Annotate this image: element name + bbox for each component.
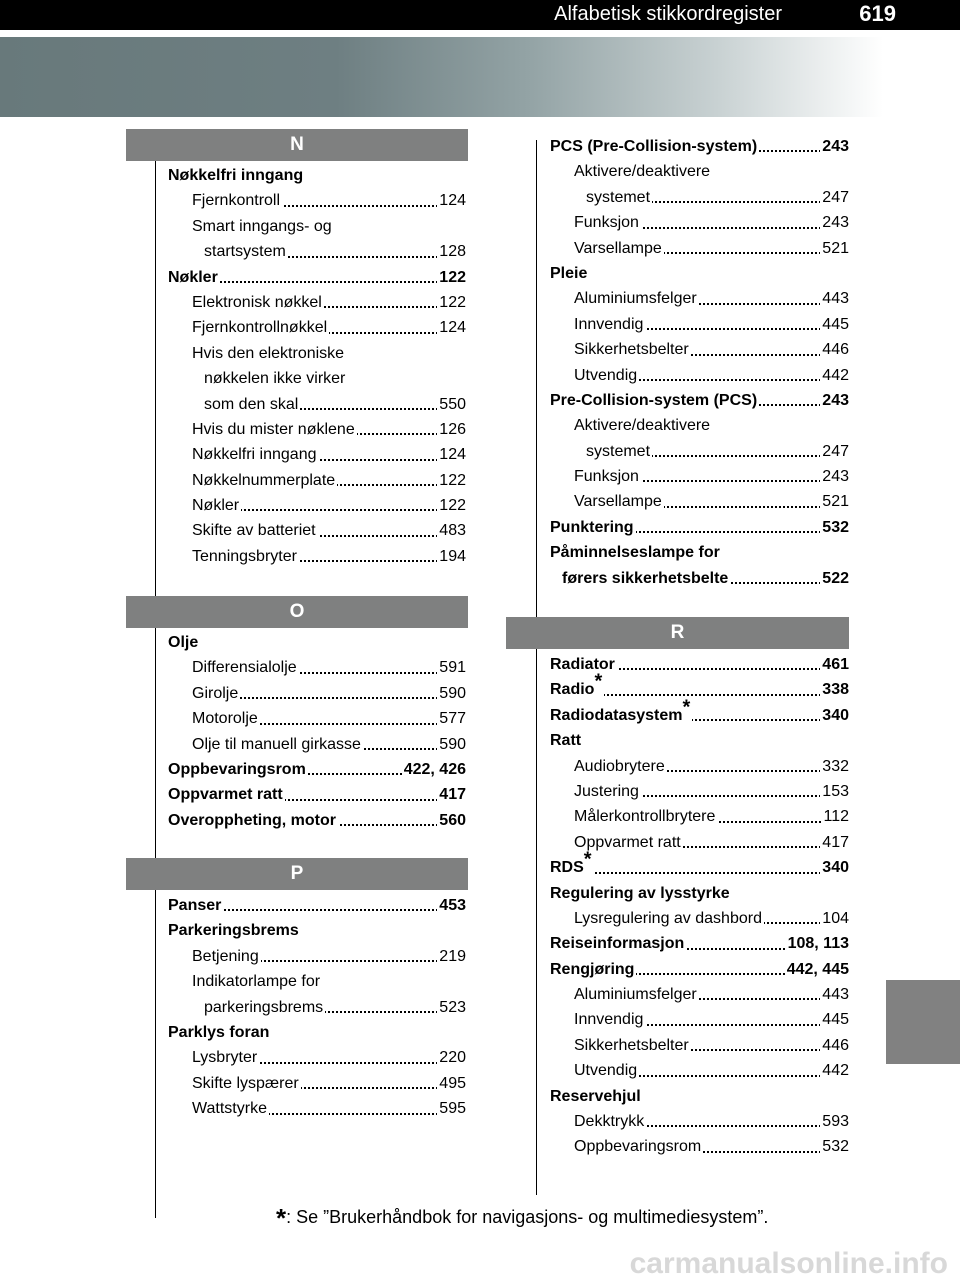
entries-p — [168, 893, 466, 1122]
entry-page: 591 — [437, 655, 466, 680]
entry-term-text: Varsellampe — [574, 239, 662, 257]
entry-page: 532 — [820, 1134, 849, 1159]
index-entry — [168, 1020, 466, 1045]
index-entry — [168, 468, 466, 493]
entry-term-text: startsystem — [204, 243, 286, 261]
entry-term — [586, 439, 652, 464]
entry-term — [574, 779, 641, 804]
entry-term — [192, 969, 322, 994]
entry-term-text: Fjernkontroll — [192, 192, 281, 210]
index-entry — [168, 265, 466, 290]
index-entry — [550, 830, 849, 855]
entry-term — [192, 681, 240, 706]
entry-page: 243 — [820, 134, 849, 159]
thumb-index-tab — [886, 980, 960, 1064]
section-header-o — [126, 596, 468, 628]
watermark: carmanualsonline.info — [629, 1247, 948, 1280]
entry-term — [574, 413, 712, 438]
entry-page: 338 — [820, 677, 849, 702]
entry-term — [574, 982, 699, 1007]
entry-page: 590 — [437, 732, 466, 757]
index-entry — [550, 540, 849, 565]
entry-term — [192, 468, 337, 493]
entry-term-text: Betjening — [192, 947, 259, 965]
entry-term — [574, 754, 667, 779]
entry-term-text: Hvis du mister nøklene — [192, 420, 355, 438]
entry-term-text: Girolje — [192, 684, 239, 702]
entry-term — [168, 918, 301, 943]
index-entry — [550, 1033, 849, 1058]
entry-page: 532 — [820, 515, 849, 540]
entry-term — [550, 848, 594, 880]
index-entry — [168, 918, 466, 943]
entry-term-text: Aluminiumsfelger — [574, 290, 697, 308]
index-entry — [168, 366, 466, 391]
index-entry — [550, 286, 849, 311]
index-entry — [550, 413, 849, 438]
entry-term — [192, 1071, 301, 1096]
entry-term-text: nøkkelen ikke virker — [204, 370, 346, 388]
entry-term-text: Nøkkelfri inngang — [192, 446, 317, 464]
entry-term — [204, 392, 300, 417]
entry-page: 522 — [820, 566, 849, 591]
entry-term-text: Radio — [550, 681, 595, 699]
index-entry — [550, 210, 849, 235]
entry-term — [550, 652, 617, 677]
entry-term — [550, 1084, 643, 1109]
header-title: Alfabetisk stikkordregister — [554, 3, 782, 25]
index-entry — [550, 236, 849, 261]
index-entry — [550, 489, 849, 514]
entry-term — [168, 757, 308, 782]
index-entry — [168, 995, 466, 1020]
index-entry — [550, 515, 849, 540]
entry-term-text: Varsellampe — [574, 493, 662, 511]
entry-term-text: Regulering av lysstyrke — [550, 884, 730, 902]
entry-term — [192, 1045, 259, 1070]
index-entry — [550, 261, 849, 286]
entry-page: 461 — [820, 652, 849, 677]
index-entry — [168, 442, 466, 467]
entry-term-text: Indikatorlampe for — [192, 973, 321, 991]
entry-page: 446 — [820, 337, 849, 362]
entry-term — [192, 493, 241, 518]
entry-page: 247 — [820, 185, 849, 210]
entry-term — [168, 630, 200, 655]
index-entry — [550, 566, 849, 591]
entry-term — [574, 1109, 646, 1134]
entry-term — [574, 906, 764, 931]
entry-term-text: Nøkkelfri inngang — [168, 167, 304, 184]
entry-page: 108, 113 — [786, 931, 849, 956]
entry-page: 443 — [820, 982, 849, 1007]
index-entry — [550, 464, 849, 489]
index-entry — [550, 312, 849, 337]
entry-page: 243 — [820, 464, 849, 489]
entry-term-text: førers sikkerhetsbelte — [562, 569, 729, 587]
entry-term-text: Wattstyrke — [192, 1100, 267, 1118]
index-entry — [550, 439, 849, 464]
entry-page: 243 — [820, 210, 849, 235]
entry-page: 122 — [437, 493, 466, 518]
index-entry — [168, 188, 466, 213]
entry-term — [574, 804, 717, 829]
entry-term — [204, 366, 347, 391]
entry-term — [168, 893, 223, 918]
entry-term-text: Innvendig — [574, 315, 644, 333]
index-entry — [550, 337, 849, 362]
section-header-p — [126, 858, 468, 890]
index-entry — [168, 1045, 466, 1070]
index-entry — [550, 671, 849, 702]
entry-term — [574, 1007, 645, 1032]
entry-term-text: Punktering — [550, 518, 634, 536]
index-entry — [550, 982, 849, 1007]
entry-term-text: PCS (Pre-Collision-system) — [550, 138, 758, 155]
entry-term — [550, 728, 583, 753]
entry-term — [550, 881, 732, 906]
entry-term-text: Funksjon — [574, 214, 639, 232]
entry-term-text: Ratt — [550, 732, 582, 750]
entry-term — [192, 544, 299, 569]
entry-term — [192, 732, 363, 757]
entry-page: 104 — [820, 906, 849, 931]
entry-page: 445 — [820, 1007, 849, 1032]
entry-term — [574, 159, 712, 184]
entry-term — [550, 134, 759, 159]
index-entry — [168, 239, 466, 264]
entry-term-text: Skifte av batteriet — [192, 522, 316, 540]
entry-page: 521 — [820, 236, 849, 261]
entry-term — [574, 464, 641, 489]
entry-page: 523 — [437, 995, 466, 1020]
left-column-rule — [155, 160, 156, 1218]
entry-term-text: Sikkerhetsbelter — [574, 1036, 689, 1054]
header-bar — [0, 0, 960, 30]
index-entry — [550, 1007, 849, 1032]
entry-page: 124 — [437, 188, 466, 213]
index-entry — [168, 969, 466, 994]
entry-term — [168, 1020, 271, 1045]
index-entry — [550, 804, 849, 829]
entry-term — [192, 442, 319, 467]
entry-term — [574, 286, 699, 311]
entry-term — [168, 782, 285, 807]
entry-page: 443 — [820, 286, 849, 311]
entry-term-text: Nøkkelnummerplate — [192, 471, 336, 489]
index-entry — [168, 757, 466, 782]
entry-term — [204, 995, 325, 1020]
entry-term-text: Olje — [168, 634, 199, 651]
entry-page: 590 — [437, 681, 466, 706]
entry-term-text: Skifte lyspærer — [192, 1074, 299, 1092]
index-entry — [168, 1071, 466, 1096]
entry-term — [550, 957, 636, 982]
section-letter: O — [289, 601, 305, 622]
entry-term-text: Motorolje — [192, 710, 258, 728]
entry-term — [574, 1134, 703, 1159]
entry-page: 595 — [437, 1096, 466, 1121]
index-entry — [550, 185, 849, 210]
footnote-text: : Se ”Brukerhåndbok for navigasjons- og multimediesystem”. — [286, 1207, 769, 1227]
page-number: 619 — [859, 1, 896, 26]
entry-page: 153 — [820, 779, 849, 804]
entry-page: 417 — [820, 830, 849, 855]
index-entry — [168, 518, 466, 543]
section-letter: R — [670, 622, 685, 643]
footnote-marker: * — [594, 671, 603, 694]
section-letter: P — [290, 863, 304, 884]
entry-term — [550, 388, 759, 413]
entry-term-text: Olje til manuell girkasse — [192, 735, 361, 753]
entry-term-text: Funksjon — [574, 468, 639, 486]
index-entry — [550, 363, 849, 388]
entry-term — [192, 518, 318, 543]
index-entry — [168, 681, 466, 706]
entry-term-text: Aktivere/deaktivere — [574, 417, 711, 435]
entry-term-text: parkeringsbrems — [204, 998, 324, 1016]
entry-page: 194 — [437, 544, 466, 569]
entry-term — [192, 706, 260, 731]
index-entry — [168, 944, 466, 969]
index-entry — [550, 1109, 849, 1134]
entry-term-text: Parklys foran — [168, 1023, 270, 1041]
index-entry — [550, 388, 849, 413]
entry-page: 577 — [437, 706, 466, 731]
entry-term — [574, 1033, 691, 1058]
index-entry — [168, 893, 466, 918]
entry-term — [550, 261, 589, 286]
index-entry — [550, 1058, 849, 1083]
entry-page: 122 — [437, 290, 466, 315]
entry-term-text: Reservehjul — [550, 1087, 641, 1105]
entry-term-text: RDS — [550, 859, 584, 877]
entry-page: 446 — [820, 1033, 849, 1058]
index-entry — [550, 754, 849, 779]
index-entry — [168, 655, 466, 680]
entry-page: 220 — [437, 1045, 466, 1070]
entry-term — [562, 566, 730, 591]
entry-term-text: Tenningsbryter — [192, 547, 297, 565]
entry-term — [550, 671, 604, 702]
entry-term-text: Lysregulering av dashbord — [574, 909, 762, 927]
entry-term — [550, 540, 722, 565]
entry-page: 483 — [437, 518, 466, 543]
entry-term-text: Smart inngangs- og — [192, 217, 332, 235]
entry-term-text: Aktivere/deaktivere — [574, 163, 711, 181]
section-header-r — [506, 617, 849, 649]
entry-term-text: Oppbevaringsrom — [168, 760, 306, 778]
index-entry — [168, 630, 466, 655]
entry-page: 442, 445 — [785, 957, 849, 982]
entry-term-text: Rengjøring — [550, 960, 635, 978]
entry-term — [574, 1058, 639, 1083]
index-entry — [168, 214, 466, 239]
entry-term-text: Audiobrytere — [574, 757, 665, 775]
entry-term-text: Påminnelseslampe for — [550, 544, 720, 562]
entries-r — [550, 652, 849, 1160]
entry-term — [192, 214, 334, 239]
entry-page: 560 — [437, 808, 466, 833]
entries-n — [168, 163, 466, 569]
entry-term-text: Reiseinformasjon — [550, 935, 685, 953]
footnote-marker: * — [583, 848, 592, 871]
entry-page: 445 — [820, 312, 849, 337]
entry-page: 550 — [437, 392, 466, 417]
index-entry — [168, 493, 466, 518]
entry-term-text: systemet — [586, 442, 651, 460]
entry-term-text: Nøkler — [168, 268, 218, 286]
entry-term-text: Justering — [574, 782, 639, 800]
entry-term — [192, 290, 324, 315]
entry-page: 593 — [820, 1109, 849, 1134]
entry-term — [192, 1096, 269, 1121]
entry-term — [574, 337, 691, 362]
entry-term-text: Aluminiumsfelger — [574, 986, 697, 1004]
index-entry — [550, 931, 849, 956]
section-header-n — [126, 129, 468, 161]
entry-term — [550, 931, 686, 956]
entry-term — [192, 417, 357, 442]
entry-term-text: Oppvarmet ratt — [168, 786, 283, 804]
entry-page: 247 — [820, 439, 849, 464]
entry-term-text: systemet — [586, 188, 651, 206]
index-entry — [550, 728, 849, 753]
entry-page: 453 — [437, 893, 466, 918]
entry-page: 124 — [437, 315, 466, 340]
index-entry — [168, 706, 466, 731]
entry-term — [574, 363, 639, 388]
footnote-marker: * — [682, 696, 691, 719]
entry-term-text: Oppvarmet ratt — [574, 833, 681, 851]
entry-term — [168, 163, 305, 188]
entry-term — [586, 185, 652, 210]
entry-term — [550, 515, 636, 540]
footnote-star: * — [276, 1203, 287, 1233]
entry-term-text: Pre-Collision-system (PCS) — [550, 391, 758, 409]
entry-term-text: Oppbevaringsrom — [574, 1138, 702, 1156]
entry-term-text: Differensialolje — [192, 659, 297, 677]
index-entry — [550, 1084, 849, 1109]
entry-term-text: Panser — [168, 897, 222, 914]
entry-term — [192, 655, 299, 680]
entries-o — [168, 630, 466, 833]
entry-term-text: Parkeringsbrems — [168, 922, 299, 940]
footnote — [276, 1199, 769, 1233]
index-entry — [168, 782, 466, 807]
entry-term-text: Elektronisk nøkkel — [192, 293, 322, 311]
entry-term — [574, 236, 664, 261]
entry-page: 340 — [820, 703, 849, 728]
entry-term — [574, 210, 641, 235]
entry-term — [204, 239, 288, 264]
entry-page: 340 — [820, 855, 849, 880]
header-gradient-band — [0, 37, 960, 117]
entry-page: 124 — [437, 442, 466, 467]
entry-term-text: Sikkerhetsbelter — [574, 341, 689, 359]
entry-term-text: Målerkontrollbrytere — [574, 808, 716, 826]
entry-term — [168, 265, 220, 290]
leader-dots — [550, 872, 849, 874]
entry-page: 521 — [820, 489, 849, 514]
index-entry — [550, 696, 849, 728]
entry-term-text: som den skal — [204, 395, 299, 413]
entry-term — [550, 696, 692, 728]
index-entry — [168, 163, 466, 188]
entry-term — [192, 315, 329, 340]
entry-page: 243 — [820, 388, 849, 413]
entry-term-text: Hvis den elektroniske — [192, 344, 345, 362]
entry-page: 112 — [821, 804, 849, 829]
entry-page: 495 — [437, 1071, 466, 1096]
index-entry — [168, 392, 466, 417]
index-entry — [168, 341, 466, 366]
entry-term-text: Utvendig — [574, 366, 638, 384]
entry-term — [192, 188, 282, 213]
entry-page: 417 — [437, 782, 466, 807]
entry-page: 442 — [820, 1058, 849, 1083]
entry-page: 122 — [437, 468, 466, 493]
entry-term — [192, 341, 346, 366]
index-entry — [168, 544, 466, 569]
entry-term-text: Dekktrykk — [574, 1113, 645, 1131]
index-entry — [550, 848, 849, 880]
entries-p-continued — [550, 134, 849, 591]
index-entry — [550, 881, 849, 906]
index-entry — [550, 957, 849, 982]
entry-term — [168, 808, 338, 833]
index-entry — [550, 1134, 849, 1159]
entry-page: 422, 426 — [402, 757, 466, 782]
index-entry — [168, 417, 466, 442]
right-column-rule — [536, 140, 537, 1195]
entry-term-text: Pleie — [550, 264, 588, 282]
index-entry — [168, 1096, 466, 1121]
entry-term — [574, 489, 664, 514]
entry-term-text: Utvendig — [574, 1062, 638, 1080]
entry-page: 332 — [820, 754, 849, 779]
index-entry — [550, 159, 849, 184]
entry-term-text: Radiator — [550, 656, 615, 673]
entry-term-text: Lysbryter — [192, 1049, 258, 1067]
index-entry — [168, 732, 466, 757]
entry-term-text: Overoppheting, motor — [168, 811, 336, 829]
entry-term-text: Fjernkontrollnøkkel — [192, 319, 328, 337]
entry-page: 122 — [437, 265, 466, 290]
entry-page: 128 — [437, 239, 466, 264]
entry-term-text: Nøkler — [192, 497, 240, 515]
index-entry — [550, 134, 849, 159]
index-entry — [550, 779, 849, 804]
entry-term — [192, 944, 261, 969]
index-entry — [168, 808, 466, 833]
index-entry — [550, 906, 849, 931]
entry-page: 126 — [437, 417, 466, 442]
index-entry — [168, 315, 466, 340]
entry-term-text: Innvendig — [574, 1011, 644, 1029]
entry-term — [574, 312, 645, 337]
entry-term-text: Radiodatasystem — [550, 706, 683, 724]
entry-page: 442 — [820, 363, 849, 388]
index-entry — [168, 290, 466, 315]
section-letter: N — [290, 134, 304, 155]
entry-page: 219 — [437, 944, 466, 969]
